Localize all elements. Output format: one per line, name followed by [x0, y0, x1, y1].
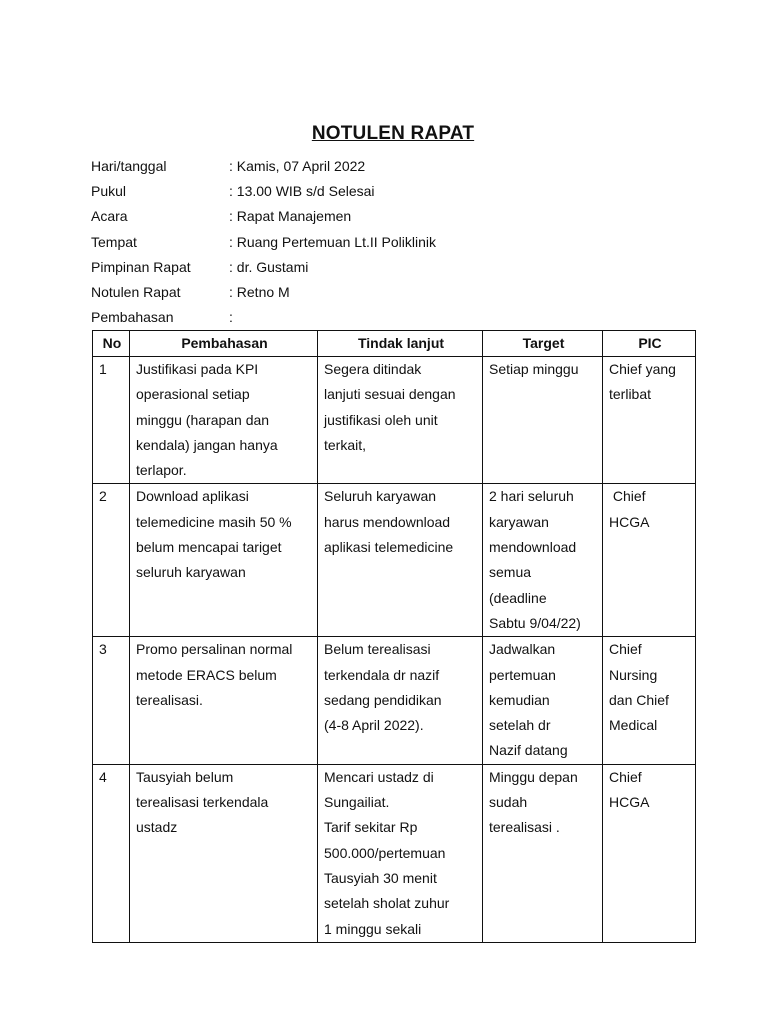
cell-text-line: (4-8 April 2022). [324, 717, 424, 734]
cell-tindak-lanjut [318, 357, 483, 484]
cell-text-line: 1 minggu sekali [324, 920, 422, 937]
cell-text-line: sudah [489, 794, 528, 811]
meeting-info-label: Pimpinan Rapat [91, 258, 191, 275]
cell-text-line: (deadline [489, 589, 547, 606]
cell-pic [603, 484, 696, 637]
meeting-info-value: : Ruang Pertemuan Lt.II Poliklinik [229, 233, 436, 250]
cell-text-line: Mencari ustadz di [324, 768, 434, 785]
cell-text-line: kendala) jangan hanya [136, 436, 278, 453]
meeting-info-row [91, 281, 436, 306]
meeting-info-value: : Rapat Manajemen [229, 208, 352, 225]
table-row [93, 637, 696, 764]
cell-text-line: Tausyiah belum [136, 768, 234, 785]
meeting-info-label: Hari/tanggal [91, 158, 167, 174]
cell-text-line: HCGA [609, 794, 650, 811]
meeting-info-row [91, 306, 436, 331]
table-row [93, 484, 696, 637]
table-row [93, 357, 696, 484]
cell-text-line: telemedicine masih 50 % [136, 513, 292, 530]
meeting-info-value: : [229, 309, 233, 326]
cell-text-line: 2 hari seluruh [489, 488, 574, 505]
cell-pembahasan [130, 637, 318, 764]
meeting-info-row [91, 155, 436, 180]
header-pembahasan: Pembahasan [130, 331, 318, 357]
document-title: NOTULEN RAPAT [311, 123, 475, 144]
cell-text-line: Belum terealisasi [324, 641, 431, 658]
cell-no: 4 [93, 764, 130, 942]
cell-pic [603, 357, 696, 484]
cell-no: 3 [93, 637, 130, 764]
cell-text-line: dan Chief [609, 691, 669, 708]
cell-text-line: pertemuan [489, 666, 556, 683]
cell-text-line: Tarif sekitar Rp [324, 819, 418, 836]
cell-text-line: Chief [609, 488, 646, 505]
cell-text-line: Minggu depan [489, 768, 578, 785]
meeting-info [91, 155, 436, 331]
cell-text-line: mendownload [489, 539, 577, 556]
cell-text-line: Nursing [609, 666, 658, 683]
cell-text-line: setelah sholat zuhur [324, 895, 450, 912]
cell-text-line: Seluruh karyawan [324, 488, 437, 505]
table-row [93, 764, 696, 942]
cell-text-line: metode ERACS belum [136, 666, 277, 683]
header-pic: PIC [603, 331, 696, 357]
cell-text-line: Sungailiat. [324, 794, 390, 811]
minutes-table [92, 330, 696, 943]
cell-text-line: terkendala dr nazif [324, 666, 440, 683]
meeting-info-label: Pembahasan [91, 309, 174, 326]
meeting-info-row [91, 205, 436, 230]
cell-text-line: minggu (harapan dan [136, 411, 270, 428]
cell-text-line: Promo persalinan normal [136, 641, 293, 658]
cell-text-line: sedang pendidikan [324, 691, 442, 708]
cell-pembahasan [130, 764, 318, 942]
meeting-info-label: Notulen Rapat [91, 283, 181, 300]
cell-text-line: Tausyiah 30 menit [324, 869, 437, 886]
cell-target [483, 764, 603, 942]
cell-pic [603, 637, 696, 764]
table-header-row [93, 331, 696, 357]
cell-no: 1 [93, 357, 130, 484]
cell-text-line: ustadz [136, 819, 178, 836]
cell-tindak-lanjut [318, 484, 483, 637]
meeting-info-row [91, 231, 436, 256]
cell-tindak-lanjut [318, 637, 483, 764]
cell-text-line: Sabtu 9/04/22) [489, 614, 581, 631]
meeting-info-label: Tempat [91, 233, 137, 250]
cell-text-line: Segera ditindak [324, 361, 422, 377]
meeting-info-row [91, 180, 436, 205]
meeting-info-label: Pukul [91, 183, 127, 200]
cell-pembahasan [130, 484, 318, 637]
cell-text-line: Chief [609, 641, 642, 658]
header-target: Target [483, 331, 603, 357]
header-tindak-lanjut: Tindak lanjut [318, 331, 483, 357]
cell-text-line: karyawan [489, 513, 549, 530]
cell-text-line: operasional setiap [136, 386, 250, 403]
cell-text-line: lanjuti sesuai dengan [324, 386, 456, 403]
meeting-info-value: : Kamis, 07 April 2022 [229, 158, 366, 174]
cell-no: 2 [93, 484, 130, 637]
header-no: No [93, 331, 130, 357]
cell-text-line: Chief [609, 768, 642, 785]
cell-pembahasan [130, 357, 318, 484]
cell-text-line: Justifikasi pada KPI [136, 361, 259, 377]
cell-text-line: justifikasi oleh unit [324, 411, 438, 428]
meeting-info-label: Acara [91, 208, 128, 225]
cell-text-line: aplikasi telemedicine [324, 539, 454, 556]
cell-text-line: Setiap minggu [489, 361, 579, 377]
cell-text-line: Chief yang [609, 361, 676, 377]
cell-text-line: setelah dr [489, 717, 551, 734]
cell-text-line: 500.000/pertemuan [324, 844, 446, 861]
cell-text-line: HCGA [609, 513, 650, 530]
cell-text-line: harus mendownload [324, 513, 451, 530]
cell-text-line: terealisasi. [136, 691, 203, 708]
meeting-info-value: : 13.00 WIB s/d Selesai [229, 183, 375, 200]
cell-text-line: semua [489, 564, 532, 581]
cell-text-line: terlibat [609, 386, 652, 403]
cell-text-line: seluruh karyawan [136, 564, 246, 581]
cell-target [483, 484, 603, 637]
cell-text-line: kemudian [489, 691, 550, 708]
meeting-info-row [91, 256, 436, 281]
cell-text-line: terealisasi terkendala [136, 794, 269, 811]
cell-target [483, 637, 603, 764]
cell-text-line: Jadwalkan [489, 641, 556, 658]
cell-text-line: terlapor. [136, 462, 187, 479]
cell-text-line: Medical [609, 717, 658, 734]
cell-text-line: Download aplikasi [136, 488, 249, 505]
cell-text-line: terealisasi . [489, 819, 560, 836]
cell-tindak-lanjut [318, 764, 483, 942]
cell-text-line: terkait, [324, 436, 367, 453]
cell-pic [603, 764, 696, 942]
cell-text-line: belum mencapai tariget [136, 539, 282, 556]
cell-target [483, 357, 603, 484]
cell-text-line: Nazif datang [489, 742, 568, 759]
meeting-info-value: : Retno M [229, 283, 290, 300]
meeting-info-value: : dr. Gustami [229, 258, 309, 275]
